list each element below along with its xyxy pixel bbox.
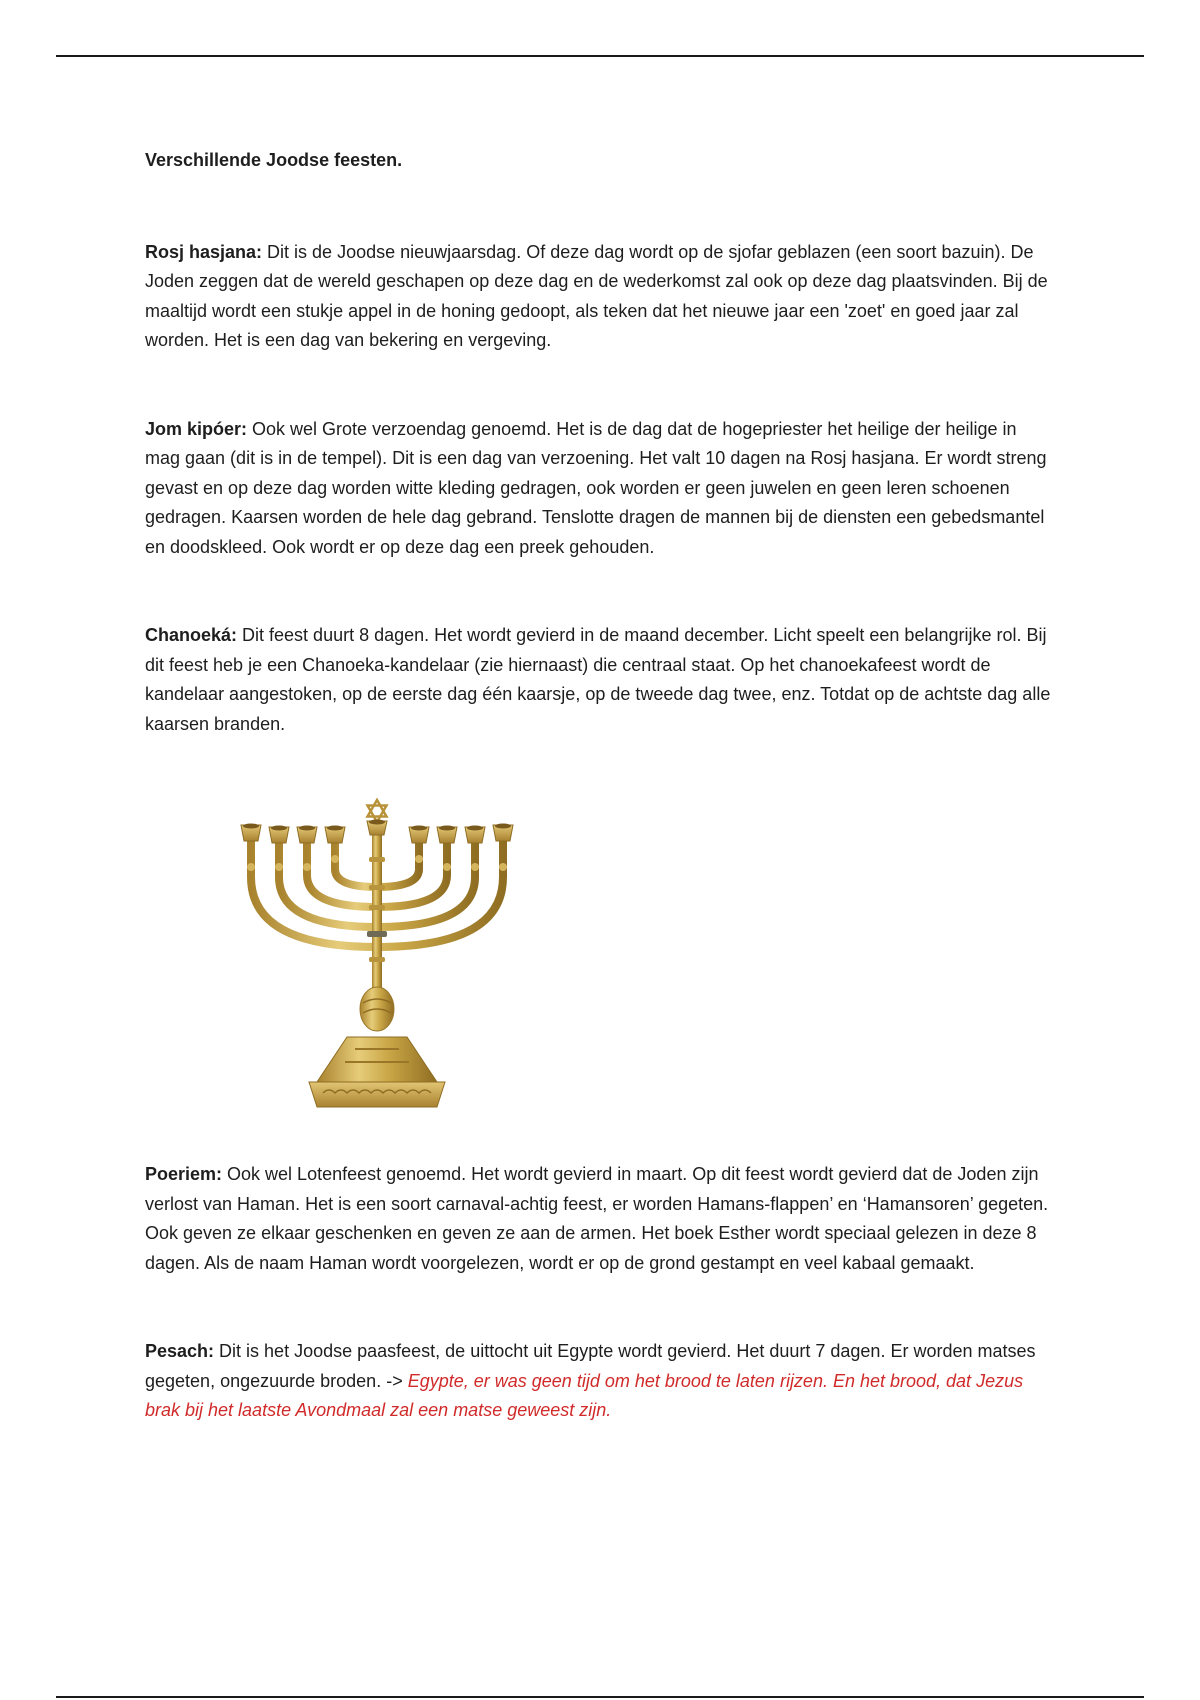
section-poeriem — [145, 1160, 1055, 1278]
section-term: Pesach: — [145, 1341, 215, 1361]
section-term: Rosj hasjana: — [145, 241, 263, 262]
section-text: Dit feest duurt 8 dagen. Het wordt gevierd in de maand december. Licht speelt een belangrijke rol. Bij dit feest heb je een Chanoeka-kandelaar (zie hiernaast) die centraal staat. Op het chanoekafeest wordt de kandelaar aangestoken, op de eerste dag één kaarsje, op de tweede dag twee, enz. Totdat op de achtste dag alle kaarsen branden. — [145, 625, 1051, 734]
section-text: Ook wel Grote verzoendag genoemd. Het is de dag dat de hogepriester het heilige der heilige in mag gaan (dit is in de tempel). Dit is een dag van verzoening. Het valt 10 dagen na Rosj hasjana. Er wordt streng gevast en op deze dag worden witte kleding gedragen, ook worden er geen juwelen en geen leren schoenen gedragen. Kaarsen worden de hele dag gebrand. Tenslotte dragen de mannen bij de diensten een gebedsmantel en doodskleed. Ook wordt er op deze dag een preek gehouden. — [145, 418, 1047, 557]
section-term: Chanoeká: — [145, 625, 238, 645]
section-text: Dit is het Joodse paasfeest, de uittocht uit Egypte wordt gevierd. Het duurt 7 dagen. Er worden matses gegeten, ongezuurde broden. -> — [145, 1341, 1036, 1391]
section-term: Poeriem: — [145, 1164, 223, 1184]
menorah-image — [237, 797, 537, 1117]
section-text: Ook wel Lotenfeest genoemd. Het wordt gevierd in maart. Op dit feest wordt gevierd dat de Joden zijn verlost van Haman. Het is een soort carnaval-achtig feest, er worden Hamans-flappen’ en ‘Hamansoren’ gegeten. Ook geven ze elkaar geschenken en geven ze aan de armen. Het boek Esther wordt speciaal gelezen in deze 8 dagen. Als de naam Haman wordt voorgelezen, wordt er op de grond gestampt en veel kabaal gemaakt. — [145, 1164, 1049, 1273]
red-note: Egypte, er was geen tijd om het brood te laten rijzen. En het brood, dat Jezus brak bij het laatste Avondmaal zal een matse geweest zijn. — [145, 1370, 1024, 1420]
section-rosj-hasjana — [145, 238, 1055, 356]
menorah-icon — [237, 797, 537, 1117]
section-term: Jom kipóer: — [145, 418, 248, 439]
document-body — [145, 146, 1055, 1426]
section-chanoeka — [145, 621, 1055, 739]
footer-rule — [56, 1696, 1144, 1698]
section-pesach — [145, 1337, 1055, 1426]
section-text: Dit is de Joodse nieuwjaarsdag. Of deze dag wordt op de sjofar geblazen (een soort bazuin). De Joden zeggen dat de wereld geschapen op deze dag en de wederkomst zal ook op deze dag plaatsvinden. Bij de maaltijd wordt een stukje appel in de honing gedoopt, als teken dat het nieuwe jaar een 'zoet' en goed jaar zal worden. Het is een dag van bekering en vergeving. — [145, 241, 1048, 350]
section-jom-kipoer — [145, 415, 1055, 563]
header-rule — [56, 55, 1144, 57]
page-title: Verschillende Joodse feesten. — [145, 150, 403, 170]
